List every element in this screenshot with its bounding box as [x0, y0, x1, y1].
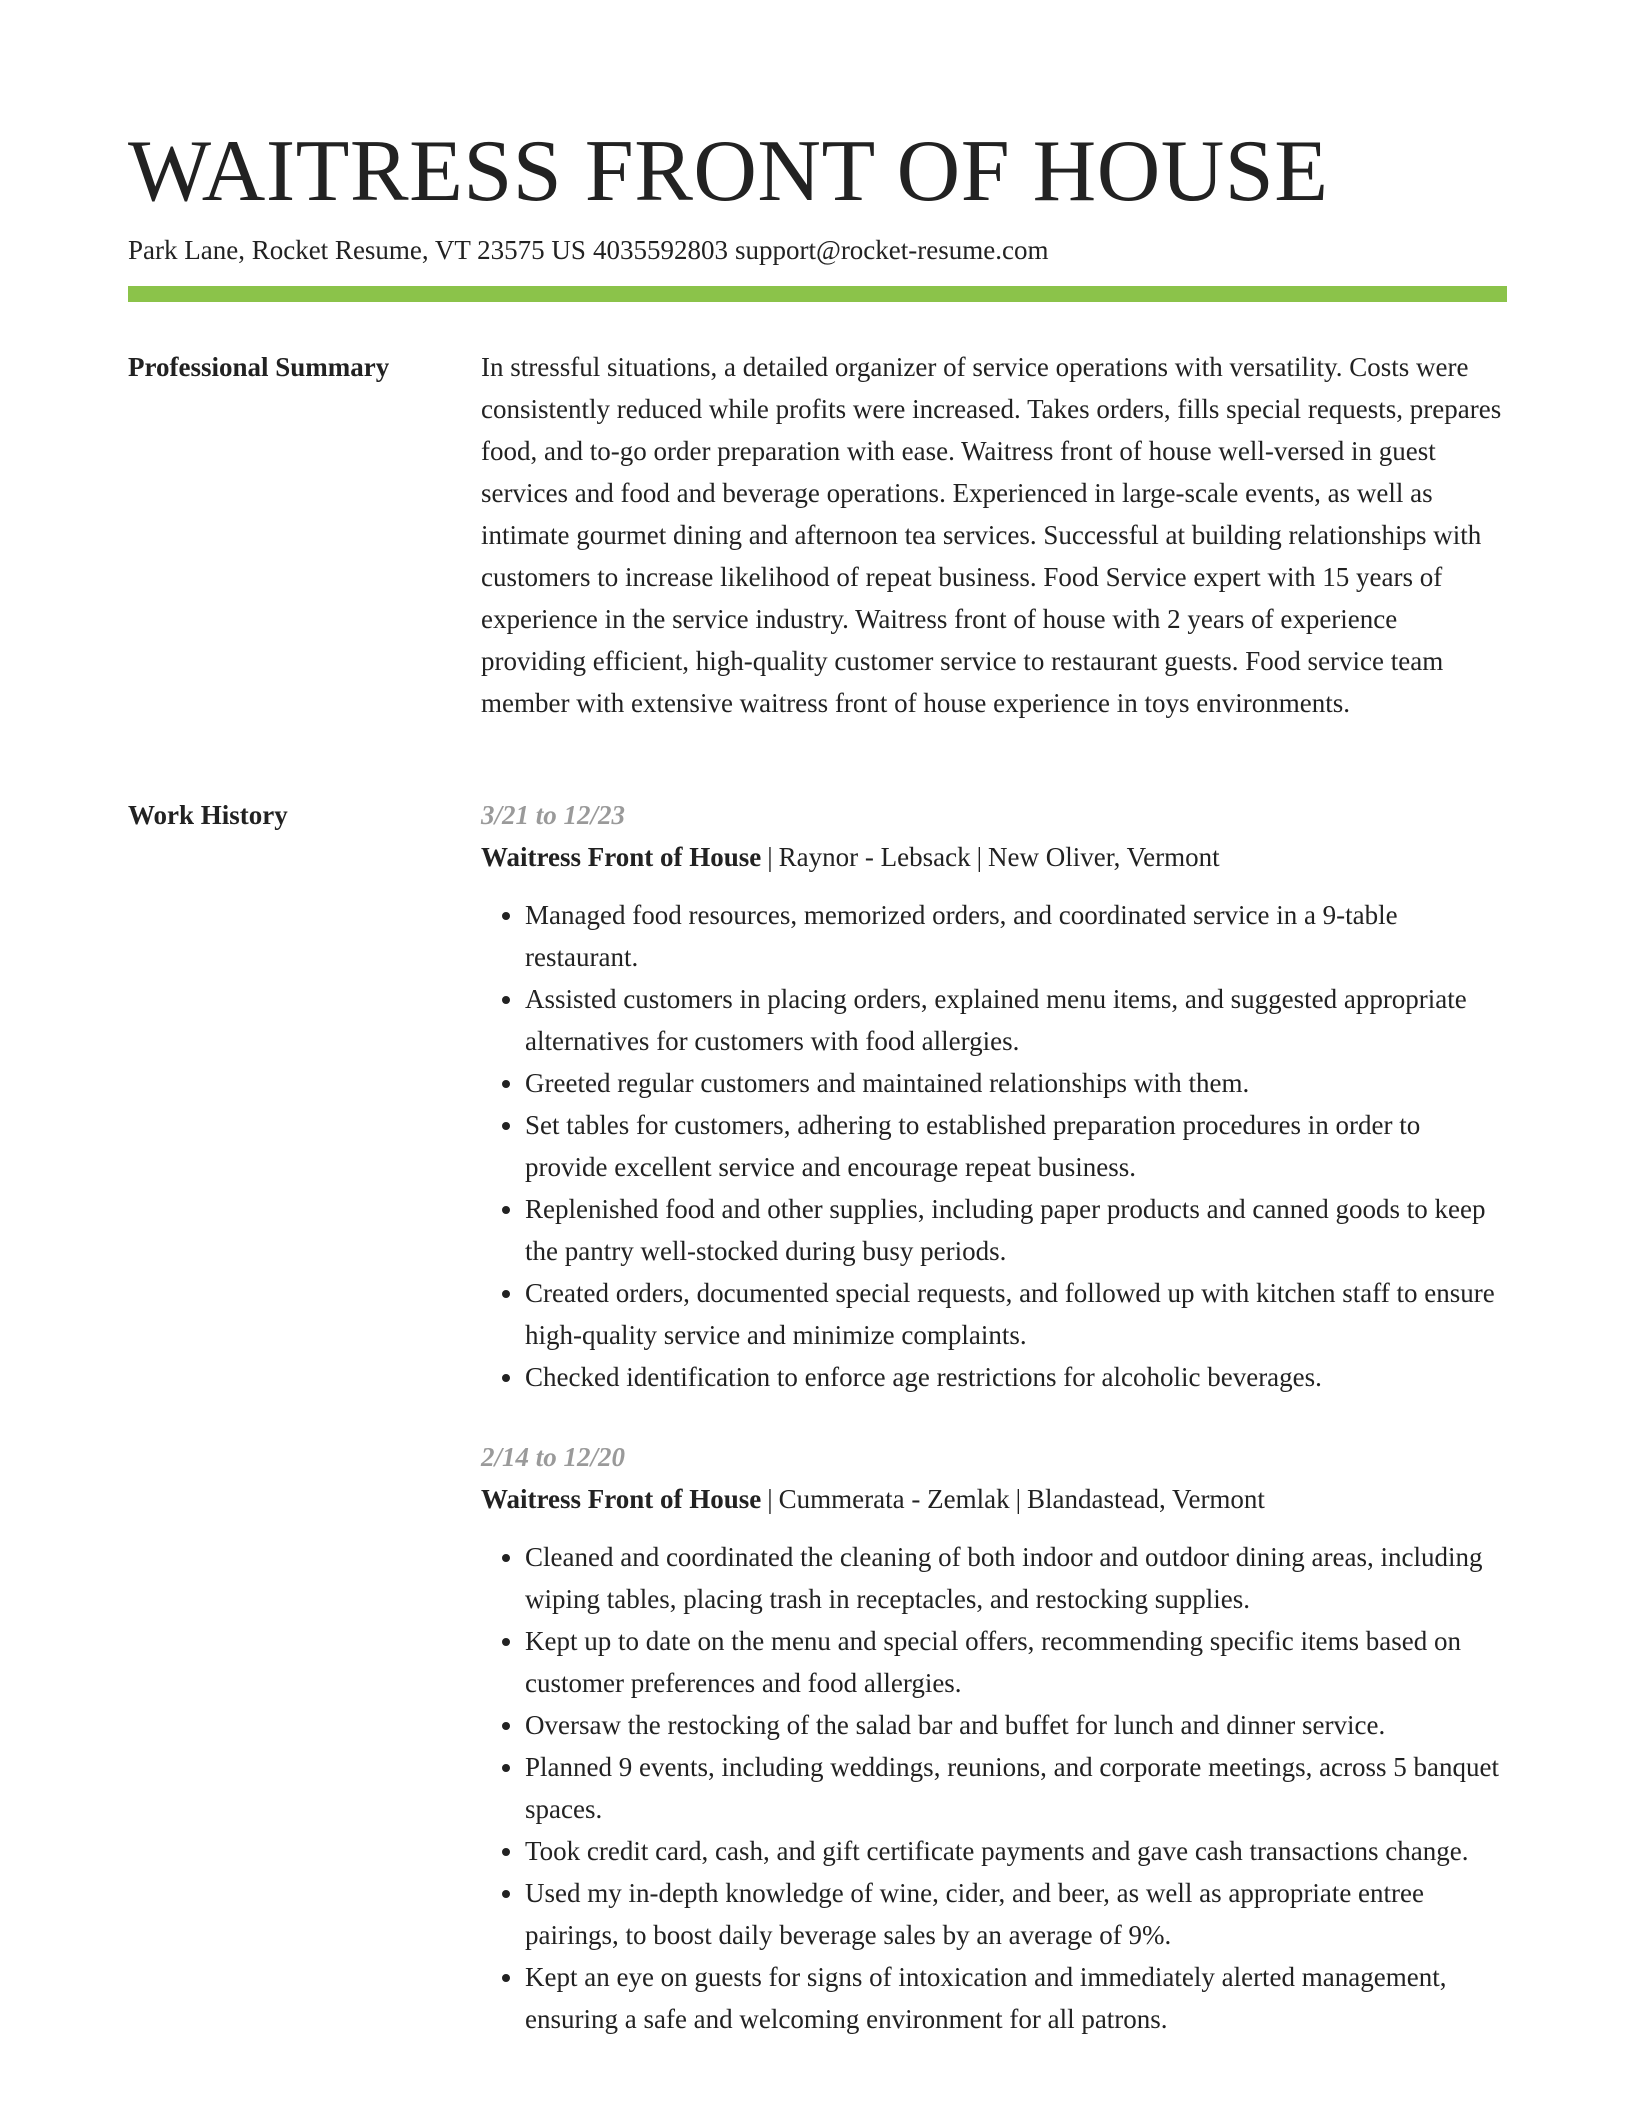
- address: Park Lane, Rocket Resume, VT 23575 US: [128, 235, 586, 265]
- job-duty-item: • Planned 9 events, including weddings, reunions, and corporate meetings, across 5 banquet spaces.: [525, 1746, 1507, 1830]
- job-entry: [481, 1436, 1507, 2040]
- job-title-line: [481, 1478, 1507, 1520]
- contact-line: [128, 232, 1048, 268]
- job-dates: 2/14 to 12/20: [481, 1442, 626, 1472]
- job-title-line: [481, 836, 1507, 878]
- job-entry: [481, 794, 1507, 1398]
- candidate-name: WAITRESS FRONT OF HOUSE: [128, 123, 1329, 220]
- work-history-heading: Work History: [128, 800, 288, 830]
- job-duty-item: • Assisted customers in placing orders, explained menu items, and suggested appropriate alternatives for customers with food allergies.: [525, 978, 1507, 1062]
- separator: |: [1015, 1484, 1021, 1514]
- job-location: Blandastead, Vermont: [1026, 1484, 1265, 1514]
- job-duty-item: • Greeted regular customers and maintained relationships with them.: [525, 1062, 1507, 1104]
- job-duty-item: • Kept an eye on guests for signs of intoxication and immediately alerted management, ensuring a safe and welcoming environment for all patrons.: [525, 1956, 1507, 2040]
- summary-body: [481, 346, 1507, 724]
- job-company: Raynor - Lebsack: [778, 842, 971, 872]
- work-history-body: [481, 794, 1507, 2040]
- job-duty-item: • Created orders, documented special requests, and followed up with kitchen staff to ensure high-quality service and minimize complaints.: [525, 1272, 1507, 1356]
- job-duty-item: • Oversaw the restocking of the salad bar and buffet for lunch and dinner service.: [525, 1704, 1507, 1746]
- job-duty-item: • Kept up to date on the menu and special offers, recommending specific items based on customer preferences and food allergies.: [525, 1620, 1507, 1704]
- job-duty-item: • Checked identification to enforce age restrictions for alcoholic beverages.: [525, 1356, 1507, 1398]
- header-divider: [128, 286, 1507, 302]
- separator: |: [976, 842, 982, 872]
- job-duty-item: • Managed food resources, memorized orders, and coordinated service in a 9-table restaurant.: [525, 894, 1507, 978]
- job-dates: 3/21 to 12/23: [481, 800, 626, 830]
- job-duties-list: [481, 894, 1507, 1398]
- job-duty-item: • Took credit card, cash, and gift certificate payments and gave cash transactions change.: [525, 1830, 1507, 1872]
- summary-text: In stressful situations, a detailed organizer of service operations with versatility. Costs were consistently reduced while profits were increased. Takes orders, fills special requests, prepares food, and to-go order preparation with ease. Waitress front of house well-versed in guest services and food and beverage operations. Experienced in large-scale events, as well as intimate gourmet dining and afternoon tea services. Successful at building relationships with customers to increase likelihood of repeat business. Food Service expert with 15 years of experience in the service industry. Waitress front of house with 2 years of experience providing efficient, high-quality customer service to restaurant guests. Food service team member with extensive waitress front of house experience in toys environments.: [481, 352, 1502, 718]
- job-title: Waitress Front of House: [481, 1484, 762, 1514]
- phone: 4035592803: [592, 235, 728, 265]
- email: support@rocket-resume.com: [734, 235, 1049, 265]
- job-duty-item: • Replenished food and other supplies, including paper products and canned goods to keep the pantry well-stocked during busy periods.: [525, 1188, 1507, 1272]
- job-duties-list: [481, 1536, 1507, 2040]
- job-location: New Oliver, Vermont: [988, 842, 1220, 872]
- job-duty-item: • Set tables for customers, adhering to established preparation procedures in order to provide excellent service and encourage repeat business.: [525, 1104, 1507, 1188]
- separator: |: [767, 842, 773, 872]
- job-duty-item: • Cleaned and coordinated the cleaning of both indoor and outdoor dining areas, including wiping tables, placing trash in receptacles, and restocking supplies.: [525, 1536, 1507, 1620]
- summary-heading: Professional Summary: [128, 352, 390, 382]
- job-company: Cummerata - Zemlak: [778, 1484, 1010, 1514]
- job-title: Waitress Front of House: [481, 842, 762, 872]
- job-duty-item: • Used my in-depth knowledge of wine, cider, and beer, as well as appropriate entree pairings, to boost daily beverage sales by an average of 9%.: [525, 1872, 1507, 1956]
- separator: |: [767, 1484, 773, 1514]
